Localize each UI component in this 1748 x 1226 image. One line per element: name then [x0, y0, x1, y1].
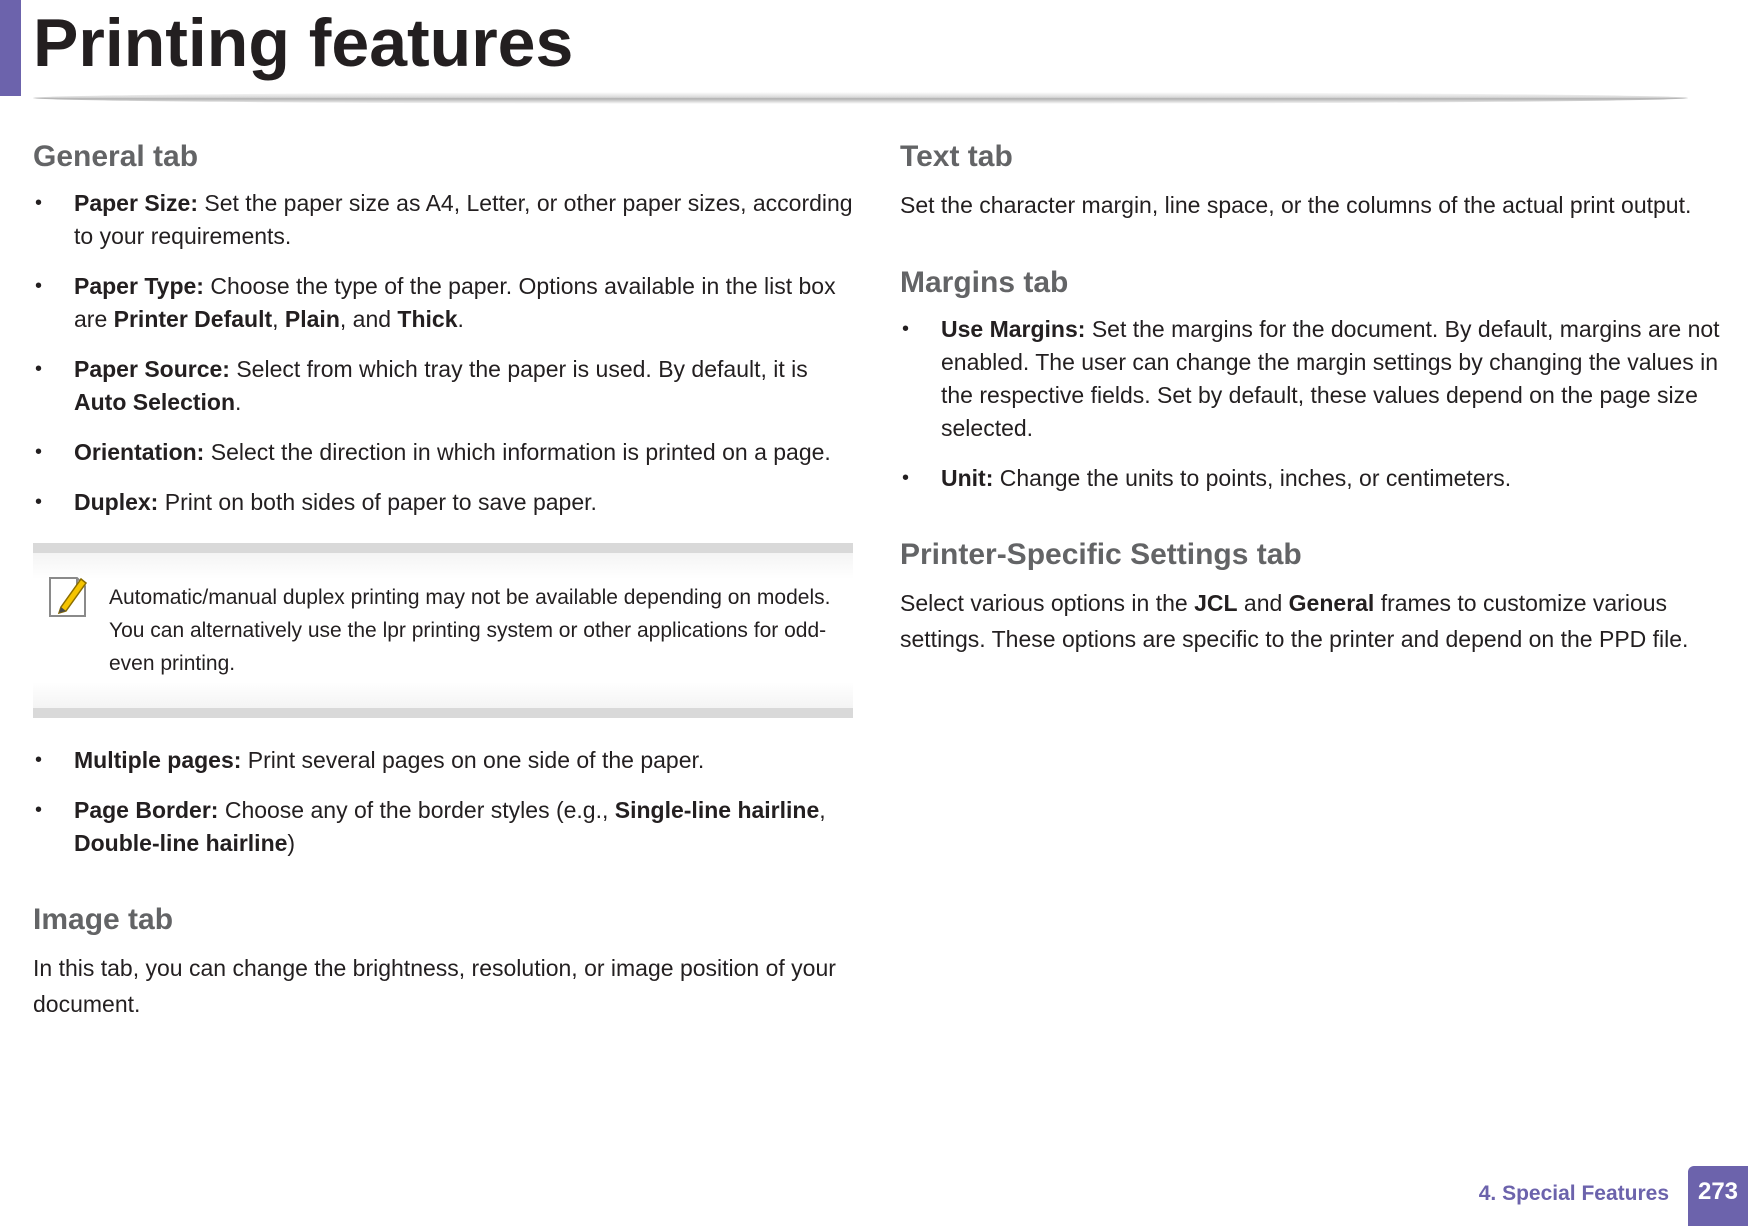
- item-text: Print on both sides of paper to save paper.: [158, 489, 597, 515]
- item-label: Paper Size:: [74, 190, 198, 216]
- printer-specific-section: [900, 533, 1720, 657]
- list-item: [33, 353, 853, 419]
- text-tab-body: Set the character margin, line space, or the columns of the actual print output.: [900, 192, 1692, 218]
- item-label: Paper Source:: [74, 356, 230, 382]
- item-text: .: [235, 389, 242, 415]
- list-item: [33, 794, 853, 860]
- footer-chapter-label: 4. Special Features: [1478, 1182, 1669, 1205]
- item-option: Double-line hairline: [74, 830, 288, 856]
- page-number: 273: [1688, 1166, 1748, 1226]
- printer-specific-body: [900, 585, 1720, 657]
- item-text: .: [457, 306, 464, 332]
- item-text: ): [287, 830, 296, 856]
- image-tab-heading: Image tab: [33, 903, 174, 936]
- header-accent-bar: [0, 0, 21, 96]
- title-rule: [33, 92, 1688, 104]
- body-text: frames to customize various settings. These options are specific to the printer and depend on the PPD file.: [900, 590, 1689, 652]
- item-label: Orientation:: [74, 439, 205, 465]
- note-text: Automatic/manual duplex printing may not be available depending on models. You can alternatively use the lpr printing system or other applications for odd-even printing.: [109, 586, 831, 675]
- item-label: Duplex:: [74, 489, 159, 515]
- list-item: [900, 313, 1720, 445]
- item-text: Set the paper size as A4, Letter, or other paper sizes, according to your requirements.: [74, 190, 853, 249]
- general-tab-section: [33, 135, 853, 860]
- bullet-icon: •: [35, 799, 43, 821]
- bullet-icon: •: [35, 275, 43, 297]
- bullet-icon: •: [35, 441, 43, 463]
- item-text: Change the units to points, inches, or centimeters.: [993, 465, 1512, 491]
- item-option: Auto Selection: [74, 389, 236, 415]
- bullet-icon: •: [902, 318, 910, 340]
- body-term: JCL: [1194, 590, 1238, 616]
- list-item: [33, 270, 853, 336]
- note-box: [33, 543, 853, 718]
- list-item: [33, 436, 853, 469]
- item-option: Thick: [397, 306, 458, 332]
- bullet-icon: •: [35, 491, 43, 513]
- general-tab-list-continued: [33, 744, 853, 860]
- printer-specific-heading: Printer-Specific Settings tab: [900, 538, 1302, 571]
- list-item: [33, 486, 853, 519]
- body-text: and: [1237, 590, 1289, 616]
- list-item: [900, 462, 1720, 495]
- note-pencil-icon: [47, 575, 89, 619]
- item-label: Multiple pages:: [74, 747, 242, 773]
- general-tab-heading: General tab: [33, 140, 199, 173]
- left-column: [33, 135, 853, 1060]
- list-item: [33, 744, 853, 777]
- text-tab-heading: Text tab: [900, 140, 1013, 173]
- item-text: Choose the type of the paper. Options available in the list box are: [74, 273, 836, 332]
- item-label: Use Margins:: [941, 316, 1086, 342]
- margins-tab-heading: Margins tab: [900, 266, 1069, 299]
- text-tab-section: [900, 135, 1720, 223]
- item-option: Single-line hairline: [614, 797, 820, 823]
- bullet-icon: •: [35, 749, 43, 771]
- item-label: Paper Type:: [74, 273, 204, 299]
- right-column: [900, 135, 1720, 695]
- item-option: Plain: [284, 306, 340, 332]
- bullet-icon: •: [902, 467, 910, 489]
- bullet-icon: •: [35, 192, 43, 214]
- item-text: Set the margins for the document. By default, margins are not enabled. The user can change the margin settings by changing the values in the respective fields. Set by default, these values depend on the page size selected.: [941, 316, 1720, 441]
- margins-tab-list: [900, 313, 1720, 495]
- item-text: Choose any of the border styles (e.g.,: [218, 797, 615, 823]
- body-term: General: [1288, 590, 1375, 616]
- list-item: [33, 187, 853, 253]
- page-title: Printing features: [33, 5, 574, 81]
- body-text: Select various options in the: [900, 590, 1195, 616]
- item-text: ,: [819, 797, 826, 823]
- general-tab-list: [33, 187, 853, 519]
- item-label: Page Border:: [74, 797, 219, 823]
- item-text: Select the direction in which information is printed on a page.: [204, 439, 831, 465]
- image-tab-body: In this tab, you can change the brightness, resolution, or image position of your document.: [33, 955, 836, 1017]
- margins-tab-section: [900, 261, 1720, 495]
- image-tab-section: [33, 898, 853, 1022]
- item-text: , and: [339, 306, 398, 332]
- item-text: Print several pages on one side of the paper.: [241, 747, 705, 773]
- item-text: ,: [272, 306, 285, 332]
- bullet-icon: •: [35, 358, 43, 380]
- item-label: Unit:: [941, 465, 994, 491]
- item-option: Printer Default: [113, 306, 273, 332]
- item-text: Select from which tray the paper is used. By default, it is: [229, 356, 808, 382]
